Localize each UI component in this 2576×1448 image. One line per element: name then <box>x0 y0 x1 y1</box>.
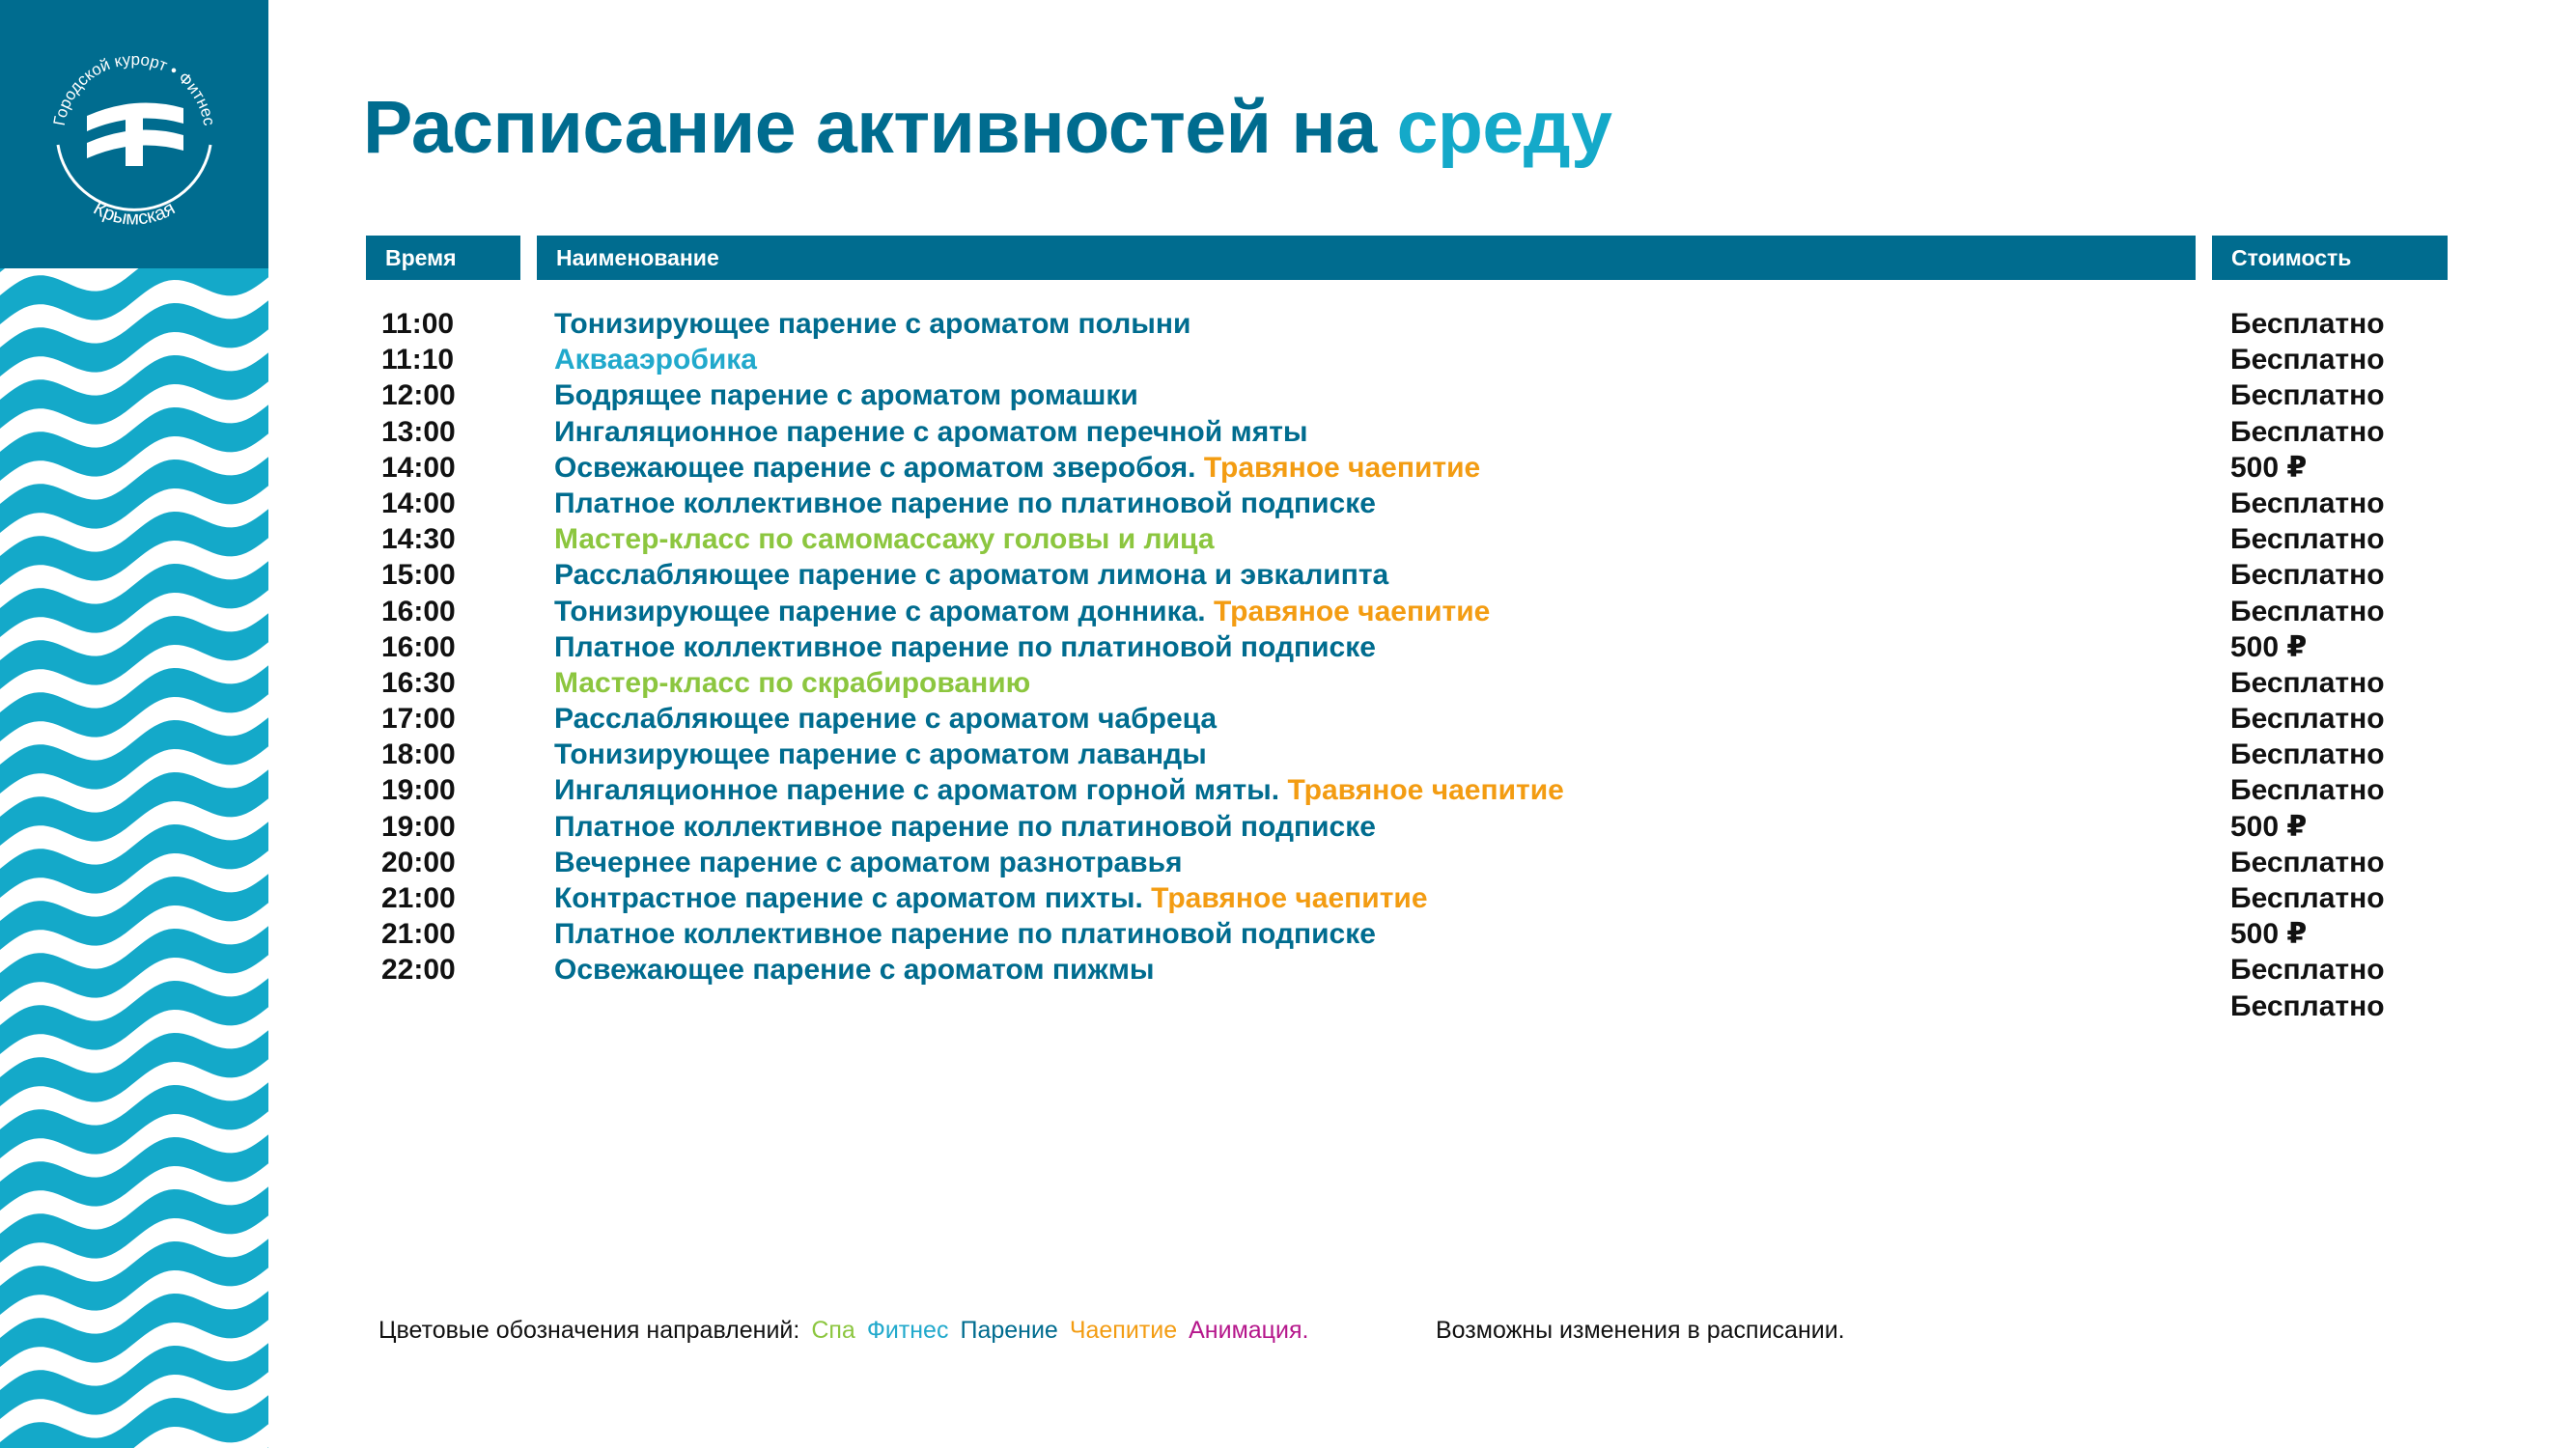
row-time: 21:00 <box>381 918 456 951</box>
legend-item-steam: Парение <box>960 1317 1058 1344</box>
activity-steam: Освежающее парение с ароматом зверобоя. <box>554 451 1196 484</box>
color-legend <box>378 1317 1320 1345</box>
row-name <box>554 809 1564 845</box>
row-cost: Бесплатно <box>2230 344 2385 376</box>
activity-tea: Травяное чаепитие <box>1203 451 1481 484</box>
activity-steam: Контрастное парение с ароматом пихты. <box>554 882 1143 914</box>
row-cost: Бесплатно <box>2230 595 2385 627</box>
page-title <box>363 85 1611 171</box>
activity-steam: Платное коллективное парение по платиновой подписке <box>554 630 1376 663</box>
activity-steam: Ингаляционное парение с ароматом горной мяты. <box>554 774 1280 807</box>
activity-steam: Платное коллективное парение по платиновой подписке <box>554 810 1376 843</box>
activity-tea: Травяное чаепитие <box>1213 595 1491 627</box>
activity-spa: Мастер-класс по скрабированию <box>554 666 1031 699</box>
row-name <box>554 952 1564 988</box>
row-time: 16:30 <box>381 666 456 699</box>
row-name <box>554 450 1564 486</box>
row-name <box>554 845 1564 880</box>
row-name <box>554 377 1564 413</box>
row-time: 11:10 <box>381 344 455 376</box>
title-day: среду <box>1396 86 1612 169</box>
logo-ring-bottom: Крымская <box>89 197 180 230</box>
time-column <box>381 306 456 989</box>
header-time: Время <box>366 236 520 280</box>
row-time: 22:00 <box>381 954 456 987</box>
row-cost: Бесплатно <box>2230 989 2385 1022</box>
row-cost: 500 ₽ <box>2230 810 2308 843</box>
legend-item-spa: Спа <box>811 1317 855 1344</box>
sidebar <box>0 0 268 1448</box>
row-name <box>554 342 1564 377</box>
logo-ring-top: Городской курорт • Фитнес <box>49 49 219 127</box>
row-cost: Бесплатно <box>2230 415 2385 448</box>
header-cost: Стоимость <box>2212 236 2448 280</box>
row-cost: Бесплатно <box>2230 846 2385 878</box>
row-time: 14:00 <box>381 451 456 484</box>
row-time: 17:00 <box>381 703 456 736</box>
row-time: 19:00 <box>381 774 456 807</box>
row-name <box>554 880 1564 916</box>
activity-tea: Травяное чаепитие <box>1287 774 1564 807</box>
row-name <box>554 629 1564 665</box>
wave-pattern <box>0 268 268 1448</box>
logo-emblem-icon <box>0 0 268 268</box>
activity-steam: Тонизирующее парение с ароматом лаванды <box>554 738 1207 771</box>
activity-steam: Бодрящее парение с ароматом ромашки <box>554 379 1138 412</box>
row-time: 15:00 <box>381 559 456 592</box>
row-cost: Бесплатно <box>2230 882 2385 914</box>
row-time: 13:00 <box>381 415 456 448</box>
activity-steam: Расслабляющее парение с ароматом лимона и эвкалипта <box>554 559 1389 592</box>
row-time: 21:00 <box>381 882 456 914</box>
row-time: 11:00 <box>381 308 455 340</box>
legend-item-tea: Чаепитие <box>1069 1317 1178 1344</box>
row-cost: Бесплатно <box>2230 308 2385 340</box>
activity-tea: Травяное чаепитие <box>1151 882 1428 914</box>
row-time: 19:00 <box>381 810 456 843</box>
activity-steam: Расслабляющее парение с ароматом чабреца <box>554 703 1218 736</box>
row-name <box>554 665 1564 701</box>
row-name <box>554 486 1564 521</box>
row-name <box>554 557 1564 593</box>
activity-fitness: Аквааэробика <box>554 344 757 376</box>
logo <box>0 0 268 268</box>
row-cost: Бесплатно <box>2230 738 2385 771</box>
activity-steam: Вечернее парение с ароматом разнотравья <box>554 846 1183 878</box>
row-name <box>554 916 1564 952</box>
schedule-note: Возможны изменения в расписании. <box>1436 1317 1845 1344</box>
activity-spa: Мастер-класс по самомассажу головы и лица <box>554 523 1215 556</box>
row-cost: Бесплатно <box>2230 487 2385 519</box>
svg-text:Крымская <box>90 198 179 230</box>
row-cost: Бесплатно <box>2230 954 2385 987</box>
row-name <box>554 306 1564 342</box>
row-cost: 500 ₽ <box>2230 451 2308 484</box>
activity-steam: Освежающее парение с ароматом пижмы <box>554 954 1155 987</box>
legend-item-anim: Анимация. <box>1189 1317 1309 1344</box>
activity-steam: Тонизирующее парение с ароматом полыни <box>554 308 1191 340</box>
header-name: Наименование <box>537 236 2196 280</box>
row-name <box>554 737 1564 772</box>
row-name <box>554 414 1564 450</box>
row-time: 16:00 <box>381 595 456 627</box>
legend-item-fitness: Фитнес <box>866 1317 949 1344</box>
title-main: Расписание активностей на <box>363 86 1377 169</box>
cost-column <box>2230 306 2385 1024</box>
activity-steam: Тонизирующее парение с ароматом донника. <box>554 595 1206 627</box>
name-column <box>554 306 1564 989</box>
legend-label: Цветовые обозначения направлений: <box>378 1317 800 1344</box>
row-time: 16:00 <box>381 630 456 663</box>
row-name <box>554 594 1564 629</box>
row-time: 12:00 <box>381 379 456 412</box>
activity-steam: Ингаляционное парение с ароматом перечной мяты <box>554 415 1308 448</box>
row-name <box>554 521 1564 557</box>
row-cost: Бесплатно <box>2230 703 2385 736</box>
row-time: 14:00 <box>381 487 456 519</box>
activity-steam: Платное коллективное парение по платиновой подписке <box>554 918 1376 951</box>
row-cost: Бесплатно <box>2230 774 2385 807</box>
row-time: 18:00 <box>381 738 456 771</box>
row-name <box>554 772 1564 808</box>
row-cost: 500 ₽ <box>2230 630 2308 663</box>
row-time: 20:00 <box>381 846 456 878</box>
row-cost: Бесплатно <box>2230 379 2385 412</box>
row-cost: Бесплатно <box>2230 559 2385 592</box>
row-time: 14:30 <box>381 523 456 556</box>
row-cost: Бесплатно <box>2230 523 2385 556</box>
activity-steam: Платное коллективное парение по платиновой подписке <box>554 487 1376 519</box>
row-cost: 500 ₽ <box>2230 918 2308 951</box>
row-name <box>554 701 1564 737</box>
row-cost: Бесплатно <box>2230 666 2385 699</box>
